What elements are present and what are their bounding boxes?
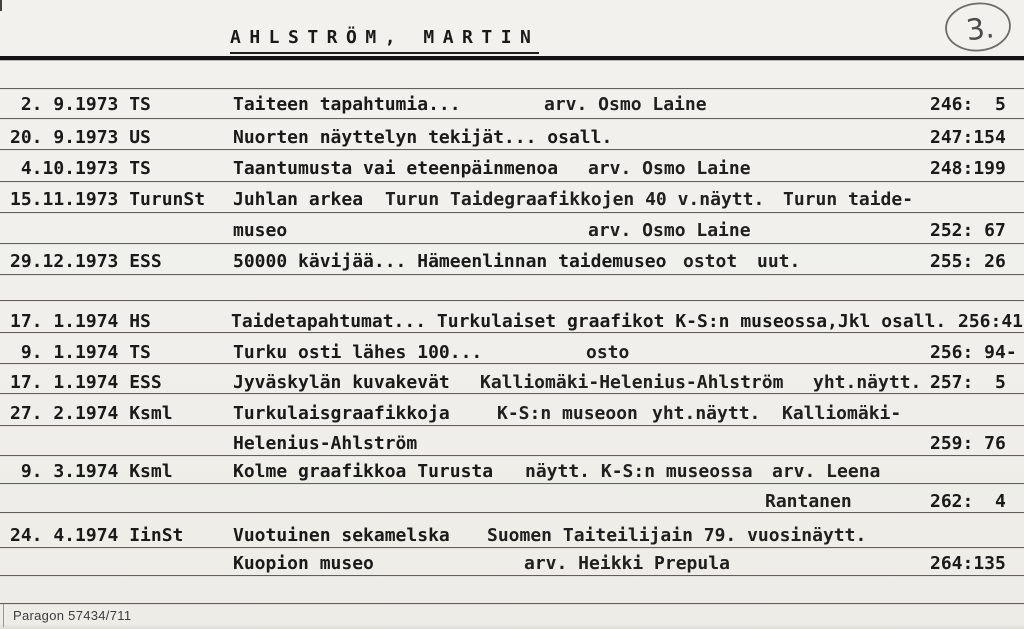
entry-date-source: 17. 1.1974 ESS xyxy=(10,372,162,393)
entry-title: Kolme graafikkoa Turusta xyxy=(233,461,494,482)
entry-date-source: 4.10.1973 TS xyxy=(10,158,151,179)
entry-annotation: K-S:n museoon xyxy=(497,403,638,424)
entry-annotation: Kalliomäki-Helenius-Ahlström xyxy=(480,372,784,393)
ruled-line xyxy=(0,118,1024,119)
ruled-line xyxy=(0,363,1024,364)
entry-date-source: 27. 2.1974 Ksml xyxy=(10,403,173,424)
entry-title: Taidetapahtumat... Turkulaiset graafikot K-S:n museossa,Jkl osall. xyxy=(231,311,947,332)
entry-date-source: 2. 9.1973 TS xyxy=(10,94,151,115)
ruled-line xyxy=(0,393,1024,394)
entry-date-source: 9. 1.1974 TS xyxy=(10,342,151,363)
entry-title: Jyväskylän kuvakevät xyxy=(233,372,450,393)
ruled-line xyxy=(0,88,1024,89)
entry-annotation: Rantanen xyxy=(765,491,852,512)
ruled-line xyxy=(0,181,1024,182)
entry-date-source: 20. 9.1973 US xyxy=(10,127,151,148)
entry-title: Nuorten näyttelyn tekijät... osall. xyxy=(233,127,613,148)
page-number-badge xyxy=(938,0,1018,56)
entry-reference: 259: 76 xyxy=(930,433,1006,454)
entry-date-source: 17. 1.1974 HS xyxy=(10,311,151,332)
entry-annotation: arv. Leena xyxy=(772,461,881,482)
ruled-line xyxy=(0,332,1024,333)
ruled-line xyxy=(0,483,1024,484)
scan-edge-mark xyxy=(0,0,2,11)
entry-reference: 264:135 xyxy=(930,553,1006,574)
entry-title: Kuopion museo xyxy=(233,553,374,574)
entry-annotation: Suomen Taiteilijain 79. vuosinäytt. xyxy=(487,525,867,546)
entry-annotation: uut. xyxy=(757,251,801,272)
entry-annotation: ostot xyxy=(683,251,738,272)
entry-title: Helenius-Ahlström xyxy=(233,433,418,454)
entry-title: Juhlan arkea xyxy=(233,189,364,210)
ruled-line xyxy=(0,455,1024,456)
entry-annotation: arv. Osmo Laine xyxy=(588,158,751,179)
entry-annotation: yht.näytt. xyxy=(813,372,922,393)
entry-reference: 246: 5 xyxy=(930,94,1006,115)
entry-reference: 257: 5 xyxy=(930,372,1006,393)
entry-reference: 247:154 xyxy=(930,127,1006,148)
entry-annotation: Turun taide- xyxy=(783,189,914,210)
entry-reference: 255: 26 xyxy=(930,251,1006,272)
ruled-line xyxy=(0,300,1024,301)
entry-reference: 256:41 xyxy=(958,311,1024,332)
entry-date-source: 15.11.1973 TurunSt xyxy=(10,189,206,210)
entry-annotation: arv. Osmo Laine xyxy=(588,220,751,241)
ruled-line xyxy=(0,274,1024,275)
ruled-line xyxy=(0,547,1024,548)
entry-annotation: yht.näytt. xyxy=(652,403,761,424)
entry-annotation: Turun Taidegraafikkojen 40 v.näytt. xyxy=(385,189,765,210)
ruled-line xyxy=(0,603,1024,604)
entry-title: Vuotuinen sekamelska xyxy=(233,525,450,546)
entry-annotation: näytt. K-S:n museossa xyxy=(525,461,753,482)
entry-date-source: 9. 3.1974 Ksml xyxy=(10,461,173,482)
ruled-line xyxy=(0,575,1024,576)
entry-reference: 262: 4 xyxy=(930,491,1006,512)
header-rule xyxy=(0,56,1024,60)
page-number: 3. xyxy=(964,10,996,48)
entry-reference: 256: 94- xyxy=(930,342,1017,363)
entry-reference: 248:199 xyxy=(930,158,1006,179)
entry-annotation: arv. Osmo Laine xyxy=(544,94,707,115)
entry-reference: 252: 67 xyxy=(930,220,1006,241)
card-title: AHLSTRÖM, MARTIN xyxy=(230,29,539,54)
ruled-line xyxy=(0,212,1024,213)
ruled-line xyxy=(0,512,1024,513)
entry-title: Turku osti lähes 100... xyxy=(233,342,483,363)
ruled-line xyxy=(0,149,1024,150)
entry-date-source: 29.12.1973 ESS xyxy=(10,251,162,272)
entry-date-source: 24. 4.1974 IinSt xyxy=(10,525,184,546)
entry-title: 50000 kävijää... Hämeenlinnan taidemuseo xyxy=(233,251,667,272)
ruled-line xyxy=(0,425,1024,426)
entry-title: Turkulaisgraafikkoja xyxy=(233,403,450,424)
entry-title: Taiteen tapahtumia... xyxy=(233,94,461,115)
entry-annotation: osto xyxy=(586,342,630,363)
footer-brand: Paragon 57434/711 xyxy=(13,608,132,623)
footer-edge-mark xyxy=(3,604,4,627)
entry-annotation: Kalliomäki- xyxy=(782,403,902,424)
ruled-line xyxy=(0,243,1024,244)
entry-title: museo xyxy=(233,220,288,241)
entry-annotation: arv. Heikki Prepula xyxy=(524,553,730,574)
entry-title: Taantumusta vai eteenpäinmenoa xyxy=(233,158,559,179)
